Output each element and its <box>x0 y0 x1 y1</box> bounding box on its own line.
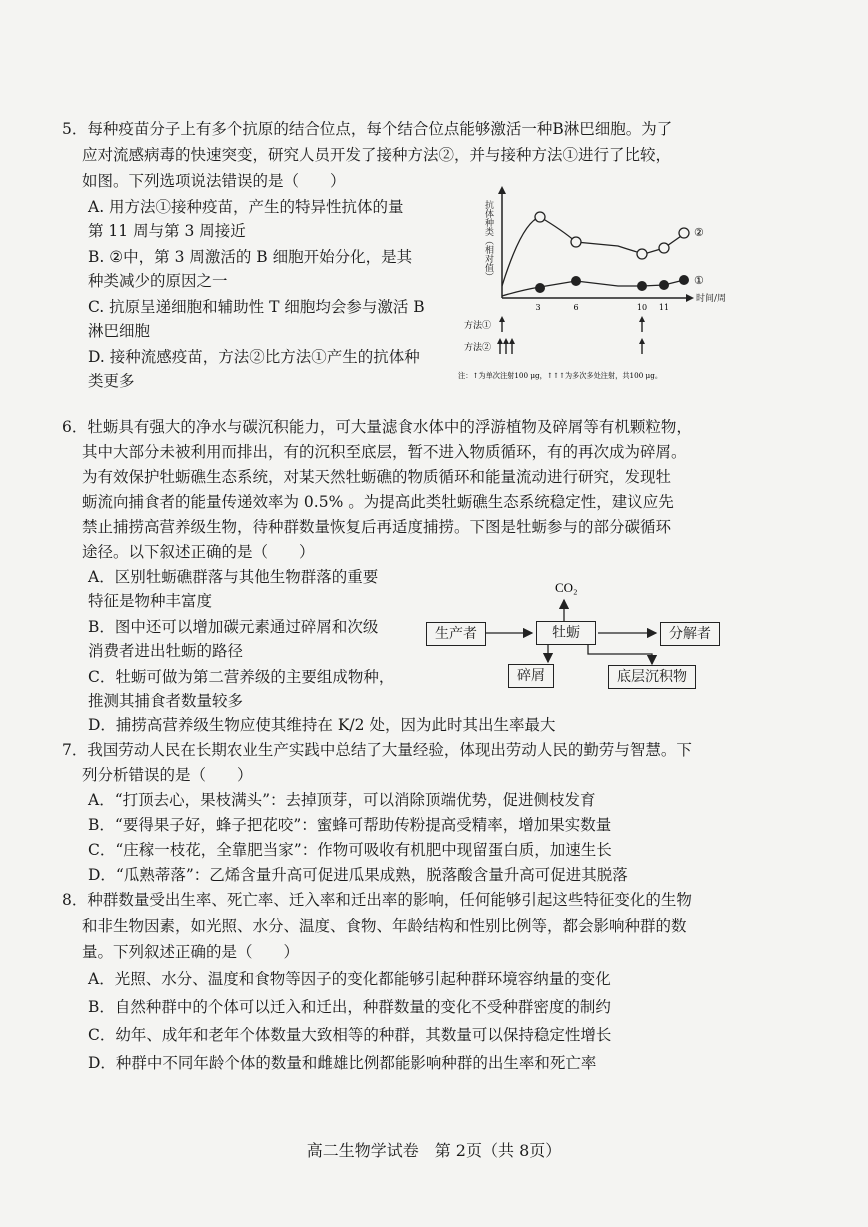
q8-option-b: B．自然种群中的个体可以迁入和迁出，种群数量的变化不受种群密度的制约 <box>88 998 611 1016</box>
q5-stem-line: 5．每种疫苗分子上有多个抗原的结合位点，每个结合位点能够激活一种B淋巴细胞。为了 <box>62 120 673 138</box>
series-2-point <box>571 237 581 247</box>
graph-note: 注：↑为单次注射100 μg，↑↑↑为多次多处注射，共100 μg。 <box>458 371 663 380</box>
q6-stem-line: 6．牡蛎具有强大的净水与碳沉积能力，可大量滤食水体中的浮游植物及碎屑等有机颗粒物， <box>62 418 692 436</box>
q7-option-a: A．“打顶去心，果枝满头”：去掉顶芽，可以消除顶端优势，促进侧枝发育 <box>88 791 596 809</box>
series-method-2-line <box>502 217 684 286</box>
q6-option-d: D．捕捞高营养级生物应使其维持在 K/2 处，因为此时其出生率最大 <box>88 716 556 734</box>
q5-option-a: A. 用方法①接种疫苗，产生的特异性抗体的量 <box>88 198 404 216</box>
q5-stem-line: 如图。下列选项说法错误的是（ ） <box>82 172 346 190</box>
series-1-point <box>659 280 669 290</box>
q5-option-b: B. ②中，第 3 周激活的 B 细胞开始分化，是其 <box>88 248 413 266</box>
q8-option-d: D．种群中不同年龄个体的数量和雌雄比例都能影响种群的出生率和死亡率 <box>88 1054 597 1072</box>
q6-option-c: C．牡蛎可做为第二营养级的主要组成物种， <box>88 668 395 686</box>
decomposer-box: 分解者 <box>660 622 720 646</box>
q6-stem-line: 途径。以下叙述正确的是（ ） <box>82 543 315 561</box>
series-1-point <box>679 275 689 285</box>
method-2-label: 方法② <box>464 343 492 353</box>
q8-stem-line: 量。下列叙述正确的是（ ） <box>82 943 300 961</box>
x-tick: 3 <box>535 303 541 312</box>
series-1-point <box>535 283 545 293</box>
q6-option-b: B．图中还可以增加碳元素通过碎屑和次级 <box>88 618 379 636</box>
q8-stem-line: 和非生物因素，如光照、水分、温度、食物、年龄结构和性别比例等，都会影响种群的数 <box>82 917 687 935</box>
q5-option-c: C. 抗原呈递细胞和辅助性 T 细胞均会参与激活 B <box>88 298 425 316</box>
series-2-point <box>637 249 647 259</box>
q7-stem-line: 7．我国劳动人民在长期农业生产实践中总结了大量经验，体现出劳动人民的勤劳与智慧。下 <box>62 741 692 759</box>
q5-option-d-cont: 类更多 <box>88 372 135 390</box>
sediment-box: 底层沉积物 <box>608 665 696 689</box>
q8-option-a: A．光照、水分、温度和食物等因子的变化都能够引起种群环境容纳量的变化 <box>88 970 611 988</box>
q7-option-b: B．“要得果子好，蜂子把花咬”：蜜蜂可帮助传粉提高受精率，增加果实数量 <box>88 816 612 834</box>
q7-stem-line: 列分析错误的是（ ） <box>82 766 253 784</box>
q6-stem-line: 蛎流向捕食者的能量传递效率为 0.5% 。为提高此类牡蛎礁生态系统稳定性，建议应先 <box>82 493 674 511</box>
series-1-point <box>571 276 581 286</box>
detritus-box: 碎屑 <box>508 664 554 688</box>
series-2-point <box>679 228 689 238</box>
q6-option-a: A．区别牡蛎礁群落与其他生物群落的重要 <box>88 568 379 586</box>
q5-stem-line: 应对流感病毒的快速突变，研究人员开发了接种方法②，并与接种方法①进行了比较， <box>82 146 672 164</box>
q8-stem-line: 8．种群数量受出生率、死亡率、迁入率和迁出率的影响，任何能够引起这些特征变化的生物 <box>62 891 692 909</box>
q7-option-c: C．“庄稼一枝花，全靠肥当家”：作物可吸收有机肥中现留蛋白质，加速生长 <box>88 841 612 859</box>
q6-stem-line: 其中大部分未被利用而排出，有的沉积至底层，暂不进入物质循环，有的再次成为碎屑。 <box>82 443 687 461</box>
series-1-label: ① <box>694 274 704 287</box>
q5-option-d: D. 接种流感疫苗，方法②比方法①产生的抗体种 <box>88 348 420 366</box>
x-tick: 10 <box>636 303 648 312</box>
series-2-label: ② <box>694 226 704 239</box>
oyster-box: 牡蛎 <box>536 621 596 645</box>
producer-box: 生产者 <box>426 622 486 646</box>
series-2-point <box>659 243 669 253</box>
q7-option-d: D．“瓜熟蒂落”：乙烯含量升高可促进瓜果成熟，脱落酸含量升高可促进其脱落 <box>88 866 628 884</box>
y-axis-label: 抗体种类（相对值） <box>483 200 493 281</box>
method-1-label: 方法① <box>464 321 492 331</box>
q5-option-c-cont: 淋巴细胞 <box>88 322 151 340</box>
series-method-1-line <box>502 280 684 296</box>
q6-option-a-cont: 特征是物种丰富度 <box>88 592 213 610</box>
q6-stem-line: 禁止捕捞高营养级生物，待种群数量恢复后再适度捕捞。下图是牡蛎参与的部分碳循环 <box>82 518 672 536</box>
antibody-graph <box>458 186 728 386</box>
x-tick: 11 <box>658 303 670 312</box>
q5-option-a-cont: 第 11 周与第 3 周接近 <box>88 222 246 240</box>
series-1-point <box>637 281 647 291</box>
q8-option-c: C．幼年、成年和老年个体数量大致相等的种群，其数量可以保持稳定性增长 <box>88 1026 612 1044</box>
q6-option-c-cont: 推测其捕食者数量较多 <box>88 692 244 710</box>
co2-label: CO₂ <box>555 580 578 595</box>
q5-option-b-cont: 种类减少的原因之一 <box>88 272 228 290</box>
page-footer: 高二生物学试卷 第 2页（共 8页） <box>306 1141 562 1160</box>
q6-stem-line: 为有效保护牡蛎礁生态系统，对某天然牡蛎礁的物质循环和能量流动进行研究，发现牡 <box>82 468 672 486</box>
series-2-point <box>535 212 545 222</box>
x-axis-label: 时间/周 <box>696 294 727 304</box>
x-tick: 6 <box>573 303 579 312</box>
q6-option-b-cont: 消费者进出牡蛎的路径 <box>88 642 244 660</box>
